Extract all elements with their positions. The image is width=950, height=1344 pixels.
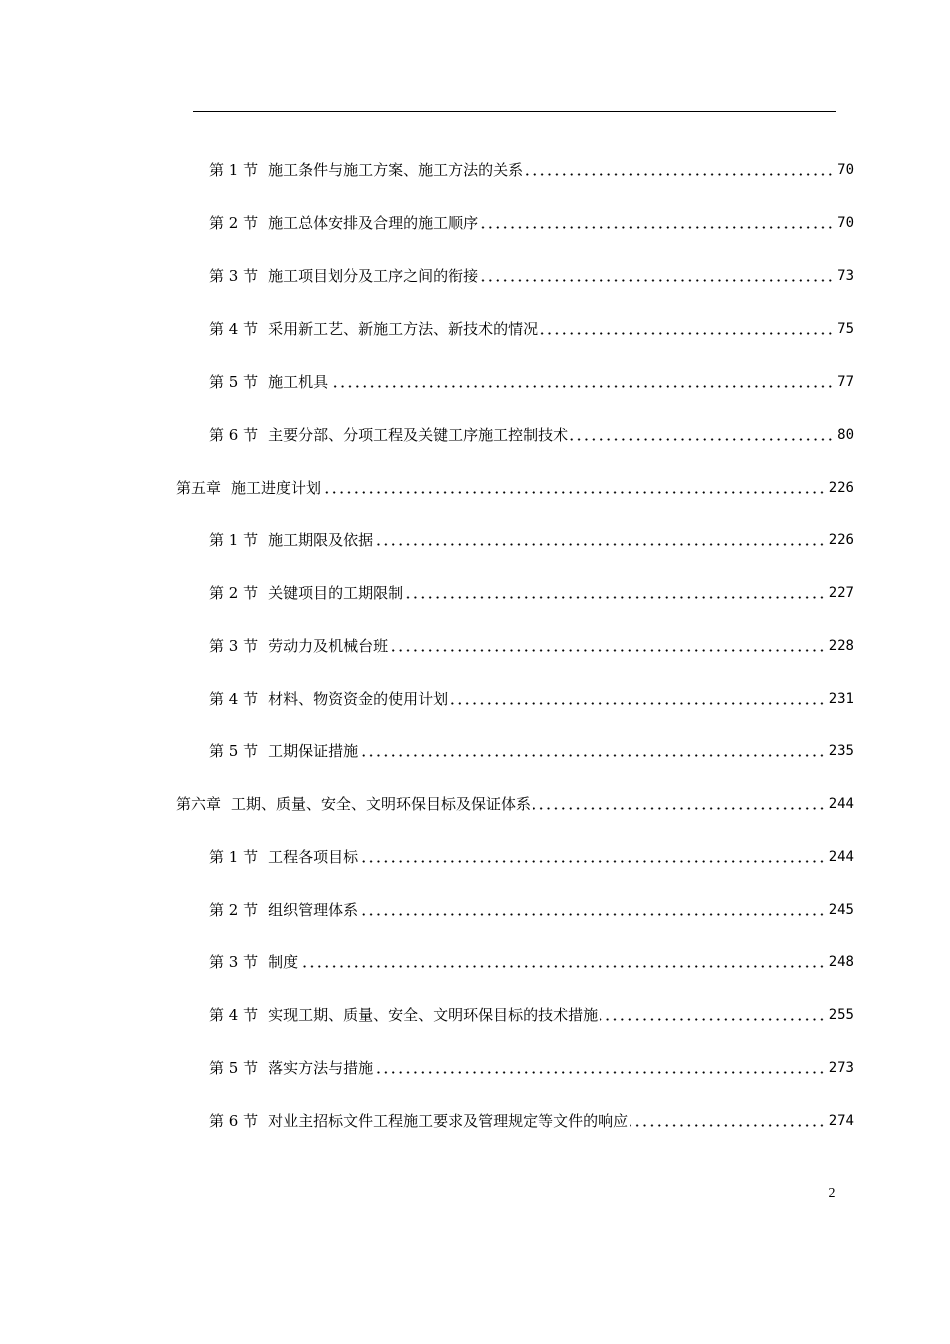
toc-chapter-title: 施工进度计划 — [231, 479, 322, 497]
toc-entry-page: 244 — [828, 796, 854, 812]
dot-leader — [360, 860, 826, 863]
toc-entry-number: 第 2 节 — [209, 584, 259, 602]
toc-entry-title: 施工项目划分及工序之间的衔接 — [268, 267, 479, 285]
toc-entry-page: 70 — [837, 215, 854, 231]
toc-entry-number: 第 6 节 — [209, 1112, 259, 1130]
toc-entry-title: 工程各项目标 — [268, 848, 359, 866]
dot-leader — [600, 1018, 826, 1021]
toc-entry-title: 对业主招标文件工程施工要求及管理规定等文件的响应 — [268, 1112, 629, 1130]
dot-leader — [300, 965, 826, 968]
toc-entry-number: 第 3 节 — [209, 637, 259, 655]
toc-chapter-entry[interactable] — [176, 793, 854, 815]
toc-entry-number: 第 1 节 — [209, 161, 259, 179]
dot-leader — [570, 438, 834, 441]
toc-entry-number: 第 5 节 — [209, 742, 259, 760]
toc-chapter-title: 工期、质量、安全、文明环保目标及保证体系 — [231, 795, 532, 813]
dot-leader — [533, 807, 826, 810]
dot-leader — [330, 385, 834, 388]
toc-entry-title: 劳动力及机械台班 — [268, 637, 389, 655]
page-number: 2 — [828, 1186, 836, 1201]
toc-entry[interactable] — [209, 265, 854, 287]
toc-entry-page: 73 — [837, 268, 854, 284]
toc-entry[interactable] — [209, 318, 854, 340]
dot-leader — [480, 226, 834, 229]
toc-entry-number: 第 6 节 — [209, 426, 259, 444]
toc-entry[interactable] — [209, 424, 854, 446]
toc-entry-title: 实现工期、质量、安全、文明环保目标的技术措施 — [268, 1006, 599, 1024]
toc-entry-title: 施工机具 — [268, 373, 329, 391]
toc-entry-title: 施工条件与施工方案、施工方法的关系 — [268, 161, 524, 179]
toc-entry[interactable] — [209, 635, 854, 657]
toc-entry-number: 第 1 节 — [209, 531, 259, 549]
toc-entry-page: 244 — [828, 849, 854, 865]
toc-entry-page: 70 — [837, 162, 854, 178]
toc-entry-page: 255 — [828, 1007, 854, 1023]
toc-entry[interactable] — [209, 1110, 854, 1132]
toc-entry-page: 248 — [828, 954, 854, 970]
toc-entry-number: 第 4 节 — [209, 690, 259, 708]
toc-entry-title: 主要分部、分项工程及关键工序施工控制技术 — [268, 426, 569, 444]
toc-entry-number: 第 2 节 — [209, 214, 259, 232]
dot-leader — [480, 279, 834, 282]
toc-entry-page: 75 — [837, 321, 854, 337]
toc-entry-page: 274 — [828, 1113, 854, 1129]
toc-entry-title: 施工总体安排及合理的施工顺序 — [268, 214, 479, 232]
toc-entry-title: 制度 — [268, 953, 299, 971]
toc-entry[interactable] — [209, 529, 854, 551]
toc-entry-page: 226 — [828, 532, 854, 548]
toc-entry-page: 231 — [828, 691, 854, 707]
toc-entry-page: 245 — [828, 902, 854, 918]
toc-entry[interactable] — [209, 1057, 854, 1079]
toc-entry-title: 工期保证措施 — [268, 742, 359, 760]
toc-entry-page: 77 — [837, 374, 854, 390]
dot-leader — [323, 491, 826, 494]
toc-entry[interactable] — [209, 212, 854, 234]
toc-entry-number: 第 2 节 — [209, 901, 259, 919]
toc-entry-page: 273 — [828, 1060, 854, 1076]
toc-entry-number: 第 4 节 — [209, 320, 259, 338]
toc-entry[interactable] — [209, 740, 854, 762]
toc-entry[interactable] — [209, 582, 854, 604]
toc-entry-title: 组织管理体系 — [268, 901, 359, 919]
toc-entry[interactable] — [209, 846, 854, 868]
toc-entry-page: 227 — [828, 585, 854, 601]
dot-leader — [375, 543, 826, 546]
dot-leader — [405, 596, 826, 599]
toc-entry[interactable] — [209, 371, 854, 393]
toc-entry-number: 第 5 节 — [209, 373, 259, 391]
toc-entry[interactable] — [209, 899, 854, 921]
toc-entry-page: 235 — [828, 743, 854, 759]
toc-chapter-number: 第五章 — [176, 479, 222, 497]
dot-leader — [375, 1071, 826, 1074]
toc-entry[interactable] — [209, 951, 854, 973]
toc-chapter-entry[interactable] — [176, 477, 854, 499]
toc-entry-number: 第 4 节 — [209, 1006, 259, 1024]
toc-entry-title: 落实方法与措施 — [268, 1059, 374, 1077]
dot-leader — [390, 649, 826, 652]
dot-leader — [540, 332, 834, 335]
toc-entry[interactable] — [209, 688, 854, 710]
toc-entry-number: 第 3 节 — [209, 267, 259, 285]
dot-leader — [360, 754, 826, 757]
dot-leader — [630, 1124, 826, 1127]
dot-leader — [360, 913, 826, 916]
toc-entry-title: 关键项目的工期限制 — [268, 584, 404, 602]
dot-leader — [525, 173, 834, 176]
toc-entry-number: 第 3 节 — [209, 953, 259, 971]
toc-entry-title: 材料、物资资金的使用计划 — [268, 690, 449, 708]
toc-entry-page: 80 — [837, 427, 854, 443]
toc-entry[interactable] — [209, 159, 854, 181]
dot-leader — [450, 702, 826, 705]
toc-entry-number: 第 1 节 — [209, 848, 259, 866]
toc-entry-title: 施工期限及依据 — [268, 531, 374, 549]
toc-entry-title: 采用新工艺、新施工方法、新技术的情况 — [268, 320, 539, 338]
toc-chapter-number: 第六章 — [176, 795, 222, 813]
toc-entry-number: 第 5 节 — [209, 1059, 259, 1077]
toc-entry[interactable] — [209, 1004, 854, 1026]
toc-entry-page: 226 — [828, 480, 854, 496]
toc-entry-page: 228 — [828, 638, 854, 654]
